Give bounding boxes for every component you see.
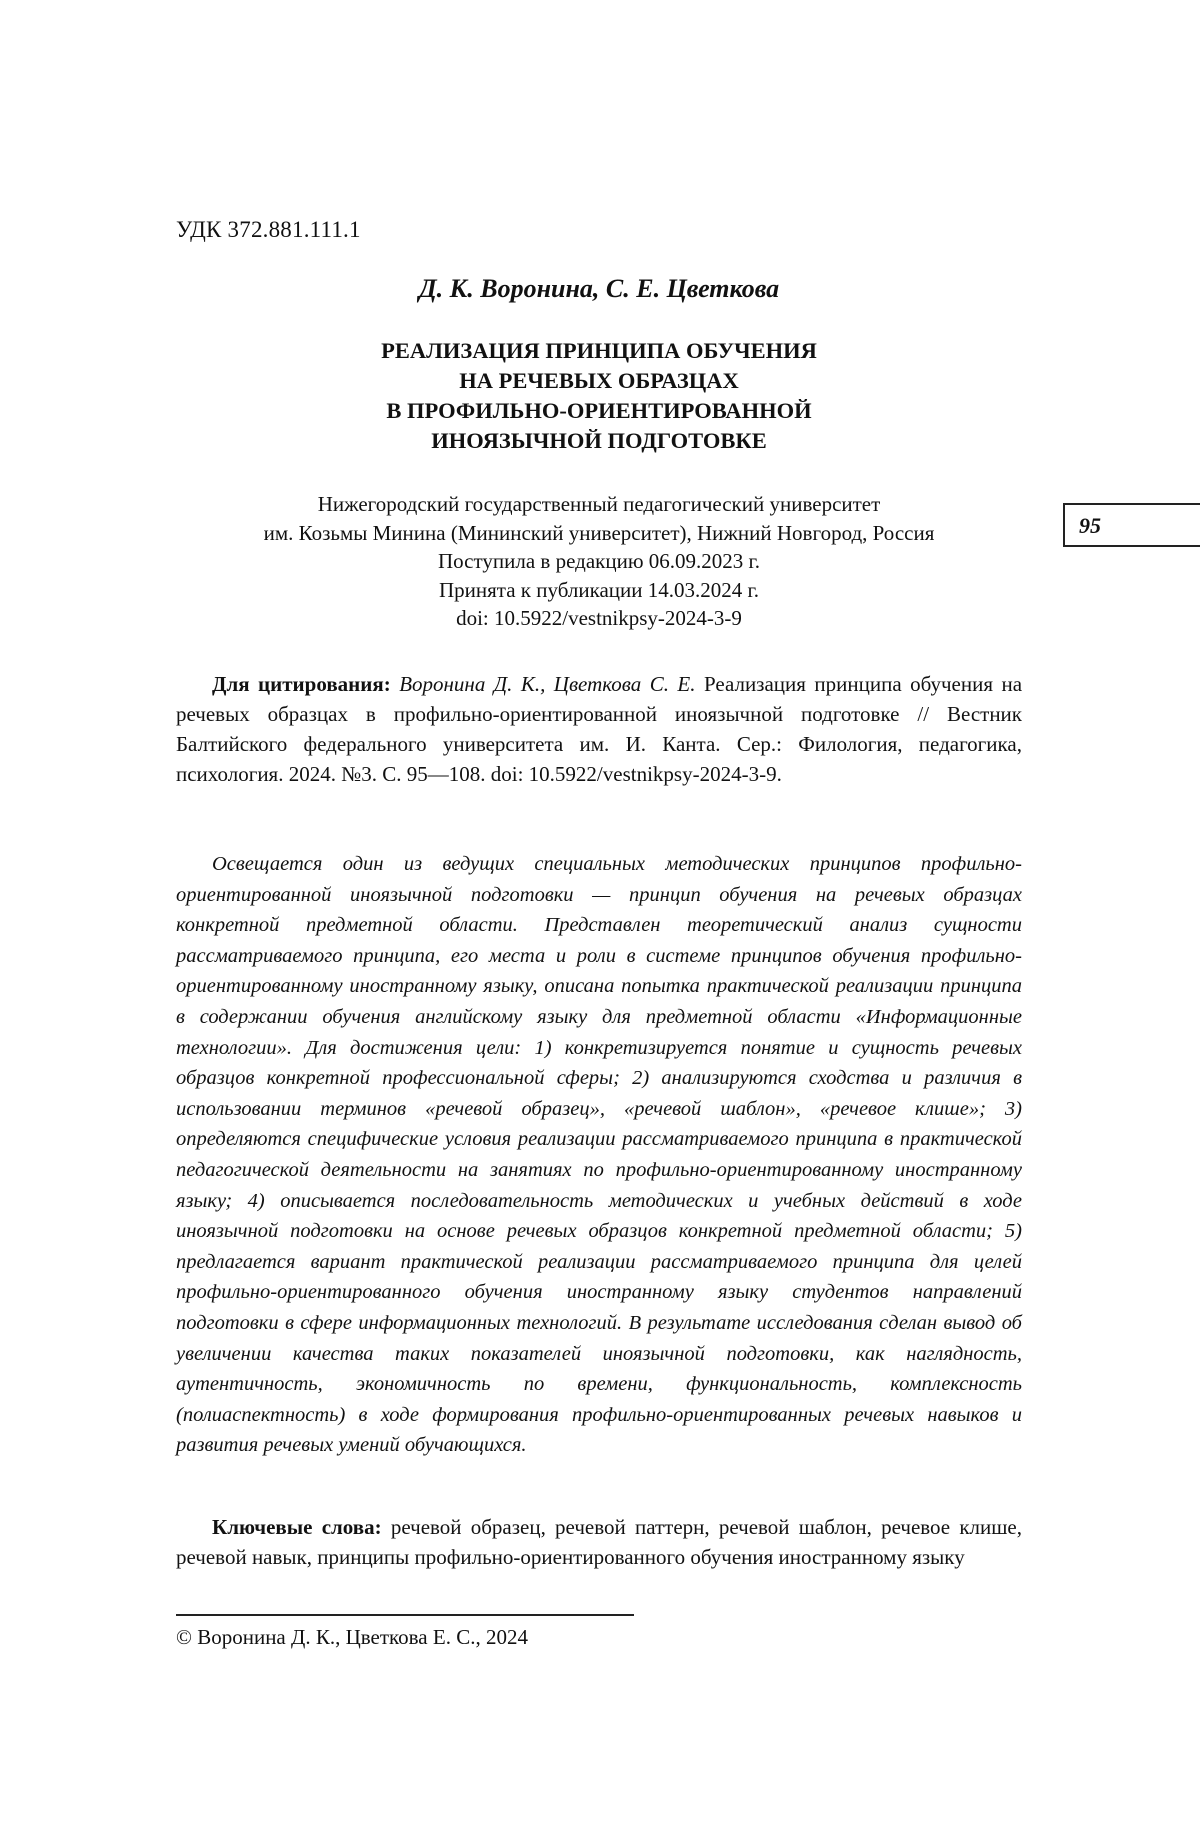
affiliation-block xyxy=(176,490,1022,633)
citation-text: Реализация принципа обучения на речевых образцах в профильно-ориентированной иноязычной подготовке // Вестник Балтийского федерального университета им. И. Канта. Сер.: Филология, педагогика, психология. 2024. №3. С. 95—108. doi: 10.5922/vestnikpsy-2024-3-9. xyxy=(176,672,1023,786)
keywords-text: речевой образец, речевой паттерн, речевой шаблон, речевое клише, речевой навык, принципы профильно-ориентированного обучения иностранному языку xyxy=(176,1515,1022,1569)
title-line: НА РЕЧЕВЫХ ОБРАЗЦАХ xyxy=(459,368,739,393)
doi: doi: 10.5922/vestnikpsy-2024-3-9 xyxy=(456,606,742,630)
article-title xyxy=(176,336,1022,456)
title-line: ИНОЯЗЫЧНОЙ ПОДГОТОВКЕ xyxy=(431,428,767,453)
article-authors: Д. К. Воронина, С. Е. Цветкова xyxy=(418,274,780,303)
udk-code: УДК 372.881.111.1 xyxy=(176,217,361,242)
received-date: Поступила в редакцию 06.09.2023 г. xyxy=(437,549,760,573)
citation-authors: Воронина Д. К., Цветкова С. Е. xyxy=(399,672,696,696)
title-line: РЕАЛИЗАЦИЯ ПРИНЦИПА ОБУЧЕНИЯ xyxy=(381,338,817,363)
affiliation-location: им. Козьмы Минина (Мининский университет), Нижний Новгород, Россия xyxy=(263,520,935,545)
citation-label: Для цитирования: xyxy=(212,672,391,696)
keywords-label: Ключевые слова: xyxy=(212,1515,382,1539)
copyright: © Воронина Д. К., Цветкова Е. С., 2024 xyxy=(176,1625,528,1649)
title-line: В ПРОФИЛЬНО-ОРИЕНТИРОВАННОЙ xyxy=(386,398,812,423)
keywords-paragraph xyxy=(176,1512,1022,1572)
affiliation-university: Нижегородский государственный педагогический университет xyxy=(317,492,881,516)
page-number-box xyxy=(1063,503,1200,547)
citation-paragraph xyxy=(176,669,1022,789)
accepted-date: Принята к публикации 14.03.2024 г. xyxy=(438,577,759,602)
footnote-divider xyxy=(176,1614,634,1616)
page-number: 95 xyxy=(1079,513,1101,538)
abstract: Освещается один из ведущих специальных методических принципов профильно-ориентированной иноязычной подготовки — принцип обучения на речевых образцах конкретной предметной области. Представлен теоретический анализ сущности рассматриваемого принципа, его места и роли в системе принципов обучения профильно-ориентированному иностранному языку, описана попытка практической реализации принципа в содержании обучения английскому языку для предметной области «Информационные технологии». Для достижения цели: 1) конкретизируется понятие и сущность речевых образцов конкретной профессиональной сферы; 2) анализируются сходства и различия в использовании терминов «речевой образец», «речевой шаблон», «речевое клише»; 3) определяются специфические условия реализации рассматриваемого принципа в практической педагогической деятельности на занятиях по профильно-ориентированному иностранному языку; 4) описывается последовательность методических и учебных действий в ходе иноязычной подготовки на основе речевых образцов конкретной предметной области; 5) предлагается вариант практической реализации рассматриваемого принципа для целей профильно-ориентированного обучения иностранному языку студентов направлений подготовки в сфере информационных технологий. В результате исследования сделан вывод об увеличении качества таких показателей иноязычной подготовки, как наглядность, аутентичность, экономичность по времени, функциональность, комплексность (полиаспектность) в ходе формирования профильно-ориентированных речевых навыков и развития речевых умений обучающихся. xyxy=(176,853,1022,1457)
